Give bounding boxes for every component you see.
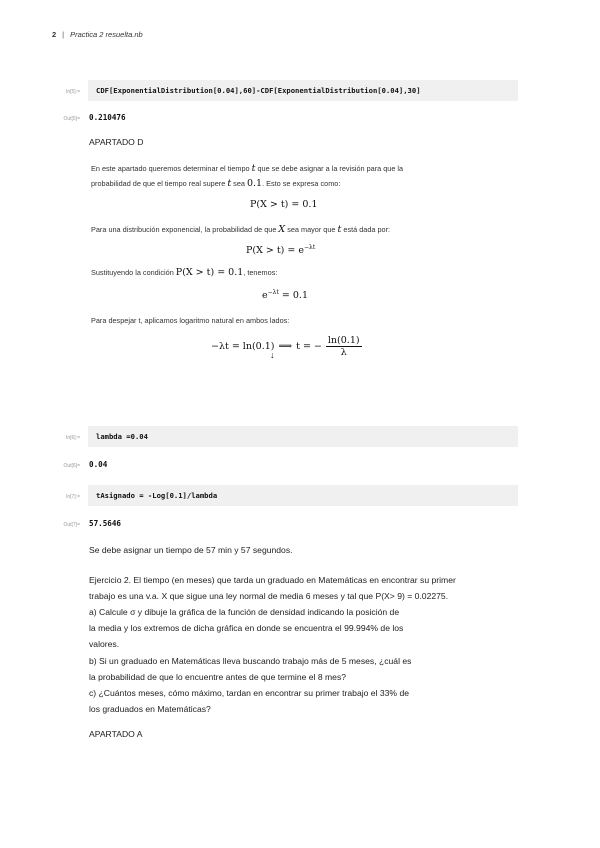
input-code-6[interactable]: lambda =0.04 — [96, 432, 148, 441]
header-separator: | — [62, 30, 65, 39]
apartado-d-heading: APARTADO D — [89, 137, 144, 147]
out6-label: Out[6]= — [63, 463, 80, 469]
ejercicio-2-line-7: la probabilidad de que lo encuentre antes de que termine el 8 mes? — [89, 672, 347, 682]
ejercicio-2-line-6: b) Si un graduado en Matemáticas lleva buscando trabajo más de 5 meses, ¿cuál es — [89, 656, 412, 666]
out7-label: Out[7]= — [63, 522, 80, 528]
input-code-5[interactable]: CDF[ExponentialDistribution[0.04],60]-CDF[ExponentialDistribution[0.04],30] — [96, 86, 421, 95]
ejercicio-2-line-8: c) ¿Cuántos meses, cómo máximo, tardan en encontrar su primer trabajo el 33% de — [89, 688, 410, 698]
page-number: 2 — [52, 30, 57, 39]
document-title: Practica 2 resuelta.nb — [70, 30, 143, 39]
output-value-5: 0.210476 — [89, 113, 126, 122]
apartado-d-paragraph-1-line-2: probabilidad de que el tiempo real supere t sea 0.1. Esto se expresa como: — [91, 178, 341, 189]
ejercicio-2-line-3: a) Calcule σ y dibuje la gráfica de la función de densidad indicando la posición de — [89, 607, 400, 617]
output-value-7: 57.5646 — [89, 519, 122, 528]
ejercicio-2-line-9: los graduados en Matemáticas? — [89, 704, 211, 714]
output-value-6: 0.04 — [89, 460, 108, 469]
apartado-d-paragraph-1-line-1: En este apartado queremos determinar el tiempo t que se debe asignar a la revisión para que la — [91, 163, 404, 174]
page-header — [52, 30, 143, 39]
equation-2: $P(X > t) = e^{-\lambda t}$ — [246, 244, 316, 257]
apartado-d-paragraph-4: Para despejar t, aplicamos logaritmo natural en ambos lados: — [91, 316, 290, 325]
equation-1: P(X > t) = 0.1 — [250, 199, 318, 210]
apartado-d-paragraph-3: Sustituyendo la condición P(X > t) = 0.1, tenemos: — [91, 267, 278, 278]
in5-label: In[5]:= — [65, 89, 80, 95]
apartado-a-heading: APARTADO A — [89, 729, 143, 739]
ejercicio-2-line-4: la media y los extremos de dicha gráfica en donde se encuentra el 99.994% de los — [89, 623, 404, 633]
equation-4: −λt = ln(0.1) ⟹ t = − $\frac{\ln(0.1)}{\lambda}$ — [211, 335, 360, 358]
in6-label: In[6]:= — [65, 435, 80, 441]
ejercicio-2-line-1: Ejercicio 2. El tiempo (en meses) que tarda un graduado en Matemáticas en encontrar su primer — [89, 575, 456, 585]
cursor-down-arrow-icon: ↓ — [270, 350, 275, 360]
input-code-7[interactable]: tAsignado = -Log[0.1]/lambda — [96, 491, 218, 500]
ejercicio-2-line-2: trabajo es una v.a. X que sigue una ley normal de media 6 meses y tal que P(X> 9) = 0.02275. — [89, 591, 449, 601]
ejercicio-2-line-5: valores. — [89, 639, 120, 649]
equation-3: $e^{-\lambda t} = 0.1$ — [262, 289, 308, 302]
input-cell-6[interactable] — [88, 426, 518, 447]
in7-label: In[7]:= — [65, 494, 80, 500]
apartado-d-paragraph-2: Para una distribución exponencial, la probabilidad de que X sea mayor que t está dada por: — [91, 224, 391, 235]
result-text: Se debe asignar un tiempo de 57 min y 57 segundos. — [89, 545, 293, 555]
out5-label: Out[5]= — [63, 116, 80, 122]
